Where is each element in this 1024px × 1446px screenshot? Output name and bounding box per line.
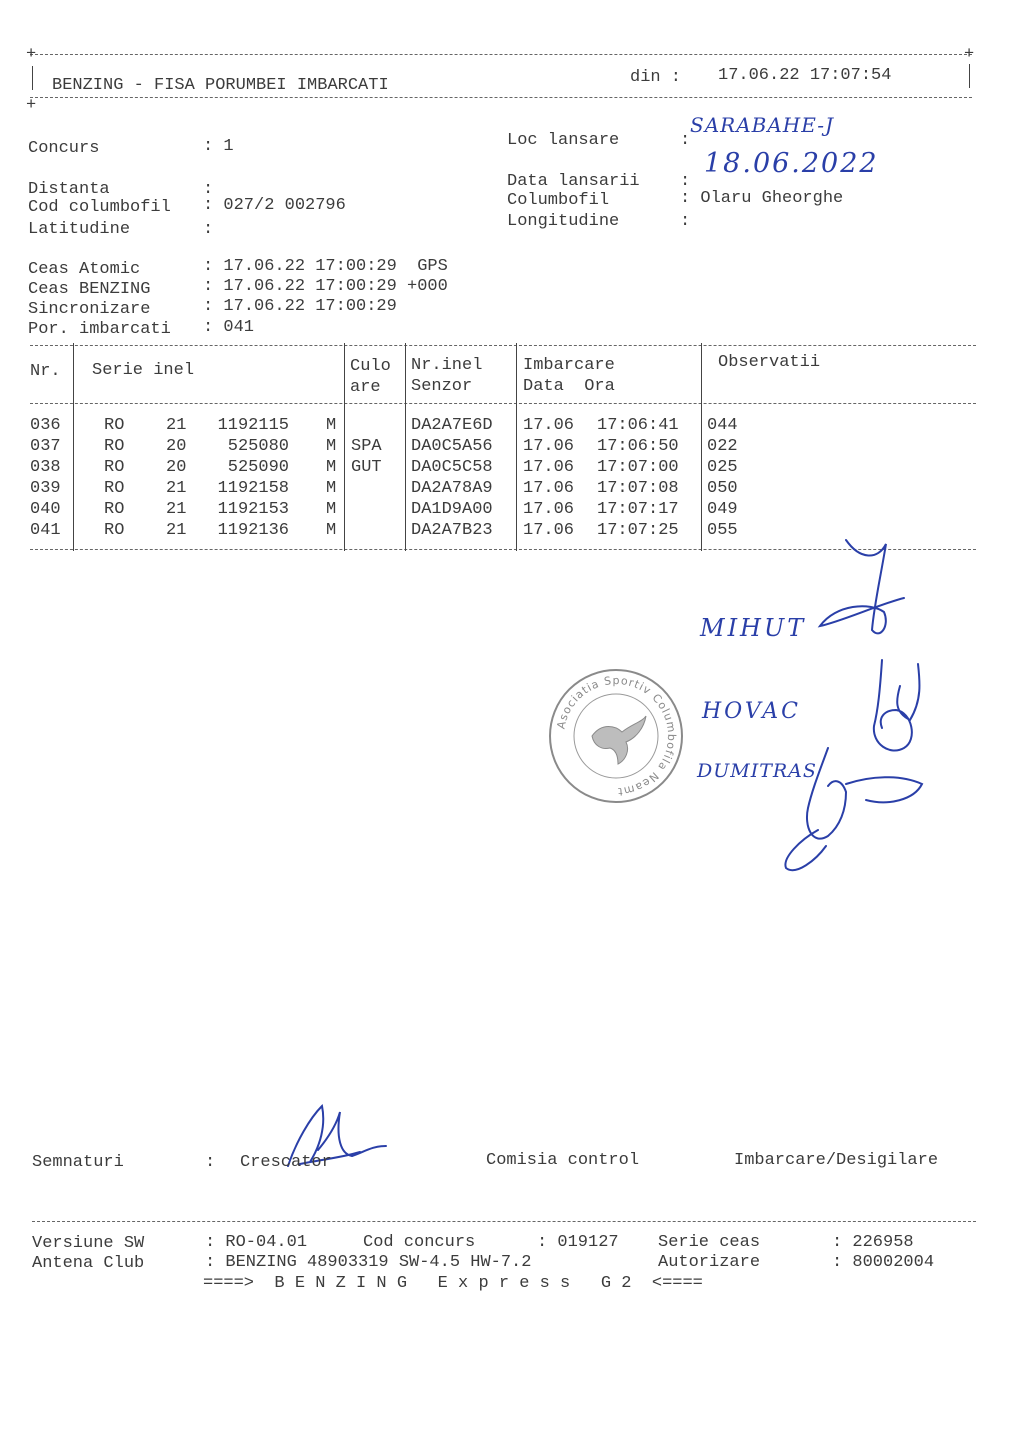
columbofil-value: : Olaru Gheorghe — [680, 189, 844, 208]
cell-sex: M — [326, 458, 337, 477]
crescator-label: Crescator — [240, 1153, 332, 1172]
cell-nr: 037 — [30, 437, 61, 456]
cell-senzor: DA0C5A56 — [411, 437, 493, 456]
ceas-benzing-value: : 17.06.22 17:00:29 +000 — [203, 277, 448, 296]
cell-data: 17.06 — [523, 458, 575, 477]
distanta-label: Distanta — [28, 180, 110, 199]
cell-ora: 17:07:25 — [597, 521, 679, 540]
latitudine-label: Latitudine — [28, 220, 131, 239]
cell-senzor: DA2A7E6D — [411, 416, 493, 435]
cell-observatii: 049 — [707, 500, 738, 519]
col-header-observatii: Observatii — [718, 353, 821, 372]
ceas-atomic-label: Ceas Atomic — [28, 260, 141, 279]
header-corner-plus-left: + — [26, 45, 37, 64]
header-corner-plus-bl: + — [26, 96, 37, 115]
columbofil-label: Columbofil — [507, 191, 610, 210]
col-header-nrinel-2: Senzor — [411, 377, 473, 396]
ceas-benzing-label: Ceas BENZING — [28, 280, 151, 299]
antena-club-value: : BENZING 48903319 SW-4.5 HW-7.2 — [205, 1253, 532, 1272]
cell-senzor: DA0C5C58 — [411, 458, 493, 477]
cell-tara: RO — [104, 521, 125, 540]
cell-ora: 17:06:41 — [597, 416, 679, 435]
cell-ora: 17:07:00 — [597, 458, 679, 477]
semnaturi-label: Semnaturi — [32, 1153, 124, 1172]
data-lansarii-handwritten: 18.06.2022 — [704, 148, 879, 179]
versiune-sw-value: : RO-04.01 — [205, 1233, 308, 1252]
cell-sex: M — [326, 521, 337, 540]
cell-an: 21 — [166, 500, 187, 519]
ceas-atomic-value: : 17.06.22 17:00:29 GPS — [203, 257, 448, 276]
serie-ceas-value: : 226958 — [832, 1233, 914, 1252]
cell-tara: RO — [104, 500, 125, 519]
autorizare-label: Autorizare — [658, 1253, 761, 1272]
cell-nr: 036 — [30, 416, 61, 435]
cell-tara: RO — [104, 479, 125, 498]
handwritten-name-mihut: MIHUT — [700, 614, 807, 642]
signature-hovac-icon — [874, 660, 920, 751]
col-header-imbarcare-2: Data Ora — [523, 377, 615, 396]
cell-senzor: DA2A7B23 — [411, 521, 493, 540]
signature-mihut-icon — [820, 540, 904, 633]
cell-senzor: DA2A78A9 — [411, 479, 493, 498]
data-lansarii-value: : — [680, 172, 691, 191]
latitudine-value: : — [203, 220, 214, 239]
document-title: BENZING - FISA PORUMBEI IMBARCATI — [52, 76, 389, 95]
loc-lansare-handwritten: SARABAHE-J — [690, 113, 834, 137]
col-header-culoare-2: are — [350, 378, 381, 397]
cell-nr: 039 — [30, 479, 61, 498]
cell-nr: 038 — [30, 458, 61, 477]
cell-data: 17.06 — [523, 500, 575, 519]
por-imbarcati-value: : 041 — [203, 318, 255, 337]
col-header-nr: Nr. — [30, 362, 61, 381]
antena-club-label: Antena Club — [32, 1254, 145, 1273]
comisia-control-label: Comisia control — [486, 1151, 640, 1170]
cell-ora: 17:06:50 — [597, 437, 679, 456]
cell-tara: RO — [104, 437, 125, 456]
data-lansarii-label: Data lansarii — [507, 172, 640, 191]
longitudine-label: Longitudine — [507, 212, 620, 231]
cod-columbofil-label: Cod columbofil — [28, 198, 171, 217]
col-header-serie: Serie inel — [92, 361, 195, 380]
handwritten-name-dumitras: DUMITRAS — [697, 760, 817, 782]
por-imbarcati-label: Por. imbarcati — [28, 320, 171, 339]
sincronizare-value: : 17.06.22 17:00:29 — [203, 297, 397, 316]
cell-sex: M — [326, 437, 337, 456]
cell-data: 17.06 — [523, 416, 575, 435]
cell-inel: 525090 — [227, 458, 289, 477]
cod-concurs-label: Cod concurs — [363, 1233, 476, 1252]
header-din-value: 17.06.22 17:07:54 — [718, 66, 892, 85]
cell-an: 21 — [166, 521, 187, 540]
cell-sex: M — [326, 416, 337, 435]
cell-inel: 1192115 — [217, 416, 289, 435]
cell-ora: 17:07:17 — [597, 500, 679, 519]
cell-inel: 1192153 — [217, 500, 289, 519]
cell-culoare: SPA — [351, 437, 382, 456]
cod-columbofil-value: : 027/2 002796 — [203, 196, 346, 215]
longitudine-value: : — [680, 212, 691, 231]
loc-lansare-value: : — [680, 131, 691, 150]
cell-an: 20 — [166, 458, 187, 477]
cell-tara: RO — [104, 458, 125, 477]
distanta-value: : — [203, 180, 214, 199]
cell-observatii: 050 — [707, 479, 738, 498]
cell-data: 17.06 — [523, 521, 575, 540]
cell-ora: 17:07:08 — [597, 479, 679, 498]
cell-data: 17.06 — [523, 479, 575, 498]
cell-observatii: 055 — [707, 521, 738, 540]
imbarcare-desigilare-label: Imbarcare/Desigilare — [734, 1151, 939, 1170]
header-din-label: din : — [630, 68, 682, 87]
handwritten-name-hovac: HOVAC — [702, 699, 801, 724]
cell-culoare: GUT — [351, 458, 382, 477]
cod-concurs-value: : 019127 — [537, 1233, 619, 1252]
col-header-culoare-1: Culo — [350, 357, 391, 376]
cell-an: 20 — [166, 437, 187, 456]
cell-inel: 525080 — [227, 437, 289, 456]
signature-dumitras-icon — [785, 748, 922, 870]
cell-observatii: 022 — [707, 437, 738, 456]
cell-senzor: DA1D9A00 — [411, 500, 493, 519]
benzing-express-banner: ====> B E N Z I N G E x p r e s s G 2 <==== — [203, 1274, 703, 1293]
cell-tara: RO — [104, 416, 125, 435]
cell-sex: M — [326, 500, 337, 519]
cell-sex: M — [326, 479, 337, 498]
cell-an: 21 — [166, 479, 187, 498]
cell-inel: 1192136 — [217, 521, 289, 540]
cell-inel: 1192158 — [217, 479, 289, 498]
stamp-ring-text: Asociatia Sportiv Columbofila Neamt — [554, 673, 679, 799]
versiune-sw-label: Versiune SW — [32, 1234, 145, 1253]
cell-an: 21 — [166, 416, 187, 435]
loc-lansare-label: Loc lansare — [507, 131, 620, 150]
concurs-value: : 1 — [203, 137, 234, 156]
semnaturi-colon: : — [205, 1153, 216, 1172]
cell-nr: 041 — [30, 521, 61, 540]
sincronizare-label: Sincronizare — [28, 300, 151, 319]
autorizare-value: : 80002004 — [832, 1253, 935, 1272]
concurs-label: Concurs — [28, 139, 100, 158]
col-header-imbarcare-1: Imbarcare — [523, 356, 615, 375]
cell-data: 17.06 — [523, 437, 575, 456]
header-corner-plus-right: + — [964, 45, 975, 64]
serie-ceas-label: Serie ceas — [658, 1233, 761, 1252]
footer-rule — [32, 1221, 976, 1222]
cell-nr: 040 — [30, 500, 61, 519]
cell-observatii: 025 — [707, 458, 738, 477]
cell-observatii: 044 — [707, 416, 738, 435]
col-header-nrinel-1: Nr.inel — [411, 356, 483, 375]
